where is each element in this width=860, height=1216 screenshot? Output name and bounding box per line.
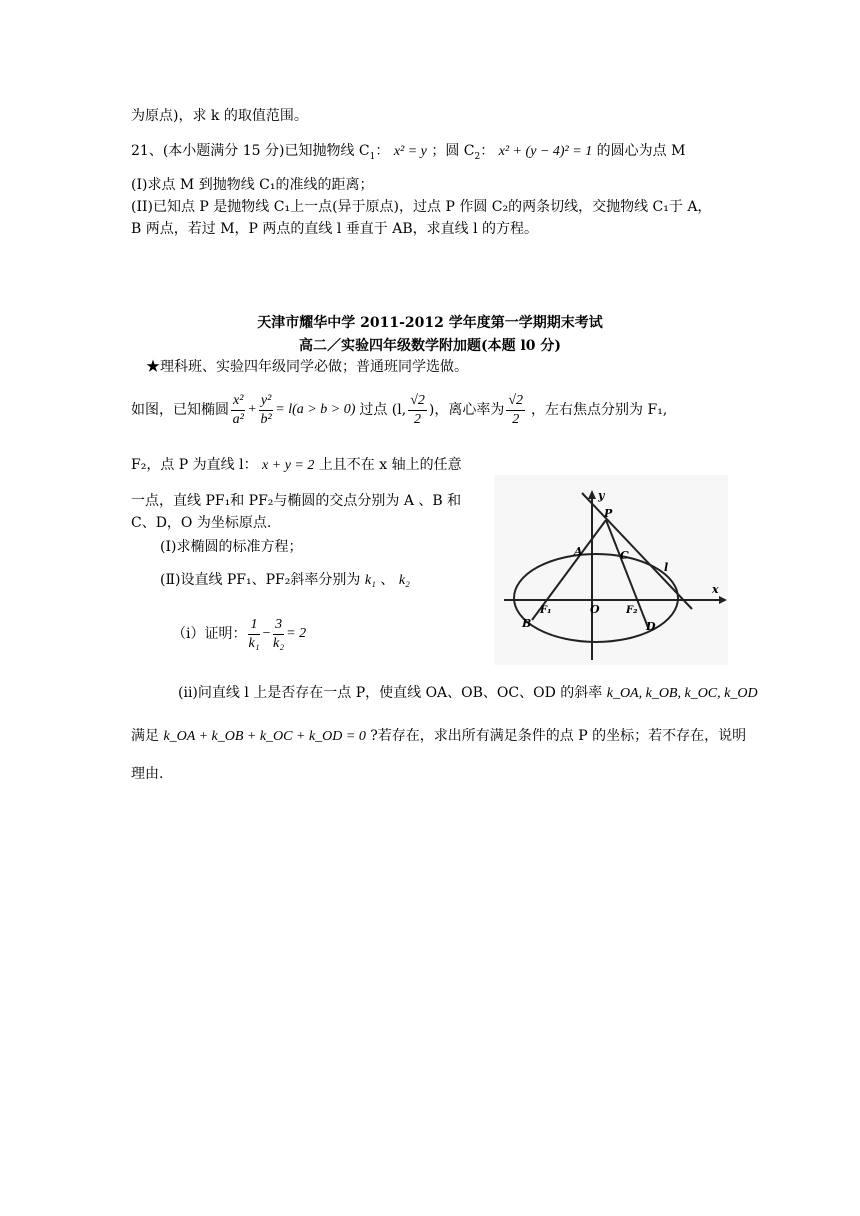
foci-text: ，左右焦点分别为 F₁, xyxy=(531,402,668,418)
label-b: B xyxy=(522,617,532,630)
question-ii-text: (ii)问直线 l 上是否存在一点 P，使直线 OA、OB、OC、OD 的斜率 xyxy=(178,685,603,701)
pass-point-text: 过点 (l, xyxy=(359,402,407,418)
exam-title: 天津市耀华中学 2011-2012 学年度第一学期期末考试 xyxy=(257,315,603,331)
slopes-list: k_OA, k_OB, k_OC, k_OD xyxy=(606,686,758,701)
question-ii xyxy=(178,683,758,704)
frac-den: 2 xyxy=(414,411,422,427)
note-line: ★理科班、实验四年级同学必做；普通班同学选做。 xyxy=(146,359,468,375)
condition-equation: k_OA + k_OB + k_OC + k_OD = 0 xyxy=(163,729,366,744)
frac-num: √2 xyxy=(506,392,525,411)
frac-den: k₁ xyxy=(248,635,260,651)
frac-num: 1 xyxy=(248,616,259,635)
label-a: A xyxy=(574,545,583,558)
problem-21-prefix: 21、(本小题满分 15 分)已知抛物线 C xyxy=(131,143,370,159)
line-f2-tail: 上且不在 x 轴上的任意 xyxy=(318,457,462,473)
colon-1: ： xyxy=(375,143,390,159)
k2-symbol: k₂ xyxy=(398,573,410,588)
ellipse-figure xyxy=(494,475,728,665)
problem-21-statement xyxy=(131,141,685,167)
frac-num: 3 xyxy=(273,616,284,635)
label-d: D xyxy=(646,620,656,633)
part-1: (I)求点 M 到抛物线 C₁的准线的距离； xyxy=(131,177,374,193)
label-p: P xyxy=(604,507,613,520)
label-f2: F₂ xyxy=(626,605,638,616)
circle-prefix: ；圆 C xyxy=(431,143,475,159)
fraction-1-over-k1 xyxy=(248,616,259,653)
minus-sign: − xyxy=(261,626,272,641)
eccentricity-text: ，离心率为 xyxy=(434,402,505,418)
ellipse-statement xyxy=(131,388,667,432)
plus-sign: + xyxy=(247,402,257,417)
k1-symbol: k₁ xyxy=(364,573,376,588)
proof-label: （i）证明： xyxy=(172,626,247,642)
proof-statement xyxy=(172,612,306,656)
frac-den: b² xyxy=(260,411,272,427)
ellipse-rhs: = l(a > b > 0) xyxy=(275,402,356,417)
frac-den: a² xyxy=(232,411,244,427)
label-l: l xyxy=(664,561,669,574)
fraction-x2-a2 xyxy=(231,392,245,429)
line-origin: C、D，O 为坐标原点. xyxy=(131,515,272,531)
separator: 、 xyxy=(380,572,395,588)
line-equation: x + y = 2 xyxy=(262,458,315,473)
part-2-line-a: (II)已知点 P 是抛物线 C₁上一点(异于原点)，过点 P 作圆 C₂的两条切线，交抛物线 C₁于 A， xyxy=(131,199,712,215)
close-paren: ) xyxy=(428,402,435,418)
intro-text: 如图，已知椭圆 xyxy=(131,402,229,418)
sub-question-2-text: (Ⅱ)设直线 PF₁、PF₂斜率分别为 xyxy=(160,572,361,588)
sub-question-2 xyxy=(160,570,410,591)
circle-equation: x² + (y − 4)² = 1 xyxy=(498,144,593,159)
extra-problem-title: 高二／实验四年级数学附加题(本题 l0 分) xyxy=(298,338,562,354)
line-f2 xyxy=(131,455,462,476)
condition-prefix: 满足 xyxy=(131,728,159,744)
label-y: y xyxy=(598,489,605,502)
condition-line xyxy=(131,726,746,747)
text-line-0: 为原点)，求 k 的取值范围。 xyxy=(131,108,308,124)
fraction-sqrt2-over-2-b xyxy=(506,392,525,429)
c1-subscript: 1 xyxy=(369,151,376,162)
parabola-equation: x² = y xyxy=(393,144,427,159)
frac-num: √2 xyxy=(408,392,427,411)
fraction-y2-b2 xyxy=(259,392,273,429)
circle-suffix: 的圆心为点 M xyxy=(596,143,686,159)
frac-num: y² xyxy=(259,392,273,411)
fraction-sqrt2-over-2-a xyxy=(408,392,427,429)
c2-subscript: 2 xyxy=(474,151,481,162)
label-x: x xyxy=(712,583,719,596)
condition-suffix: ?若存在，求出所有满足条件的点 P 的坐标；若不存在，说明 xyxy=(370,728,747,744)
line-f2-text: F₂，点 P 为直线 l： xyxy=(131,457,258,473)
frac-den: k₂ xyxy=(273,635,285,651)
sub-question-1: (I)求椭圆的标准方程； xyxy=(160,539,303,555)
figure-background xyxy=(494,475,728,665)
equals-2: = 2 xyxy=(286,626,307,641)
label-f1: F₁ xyxy=(540,605,552,616)
label-o: O xyxy=(590,603,600,616)
line-intersections: 一点，直线 PF₁和 PF₂与椭圆的交点分别为 A 、B 和 xyxy=(131,493,462,509)
colon-2: ： xyxy=(480,143,495,159)
label-c: C xyxy=(620,549,629,562)
frac-num: x² xyxy=(231,392,245,411)
fraction-3-over-k2 xyxy=(273,616,284,653)
part-2-line-b: B 两点，若过 M，P 两点的直线 l 垂直于 AB，求直线 l 的方程。 xyxy=(131,221,538,237)
last-line: 理由. xyxy=(131,766,164,782)
frac-den: 2 xyxy=(512,411,520,427)
